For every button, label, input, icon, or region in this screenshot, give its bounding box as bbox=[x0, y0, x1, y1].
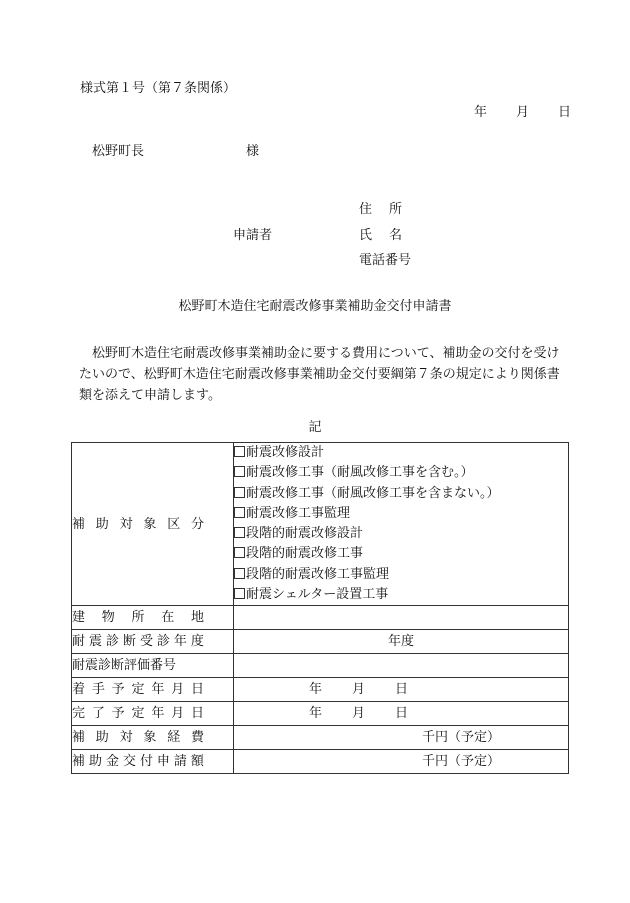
label-char: 完 bbox=[72, 706, 86, 722]
location-label bbox=[72, 606, 234, 630]
subsidy-cost-value[interactable] bbox=[234, 726, 569, 750]
year-suffix: 年度 bbox=[387, 634, 414, 650]
option-label: 段階的耐震改修設計 bbox=[246, 526, 364, 542]
label-char: 震 bbox=[88, 634, 102, 650]
category-options bbox=[234, 443, 569, 606]
option-label: 耐震改修設計 bbox=[246, 445, 325, 460]
name-label-char: 氏 bbox=[359, 228, 373, 243]
diagnosis-year-label bbox=[72, 630, 234, 654]
label-char: 費 bbox=[190, 730, 204, 746]
label-char: 補 bbox=[72, 730, 86, 746]
label-char: 月 bbox=[171, 706, 185, 722]
option-phased-work[interactable] bbox=[234, 544, 568, 564]
start-date-value[interactable] bbox=[234, 678, 569, 702]
label-char: 日 bbox=[190, 706, 204, 722]
address-label bbox=[359, 203, 402, 216]
option-seismic-supervision[interactable] bbox=[234, 504, 568, 524]
application-table bbox=[71, 442, 569, 774]
label-char: 金 bbox=[105, 754, 119, 770]
start-date-label bbox=[72, 678, 234, 702]
label-char: 度 bbox=[190, 634, 204, 650]
label-char: 月 bbox=[171, 682, 185, 698]
label-char: 手 bbox=[91, 682, 105, 698]
label-char: 象 bbox=[143, 516, 157, 532]
label-char: 日 bbox=[190, 682, 204, 698]
name-label-char: 名 bbox=[389, 228, 403, 243]
phone-label: 電話番号 bbox=[359, 253, 412, 268]
evaluation-number-value[interactable] bbox=[234, 654, 569, 678]
table-row-evaluation-number bbox=[72, 654, 569, 678]
label-char: 交 bbox=[122, 754, 136, 770]
label-char: 耐 bbox=[72, 634, 86, 650]
label-char: 助 bbox=[88, 754, 102, 770]
table-row-subsidy-cost bbox=[72, 726, 569, 750]
table-row-location bbox=[72, 606, 569, 630]
table-row-completion-date bbox=[72, 702, 569, 726]
label-char: 断 bbox=[122, 634, 136, 650]
label-char: 年 bbox=[151, 706, 165, 722]
option-label: 耐震改修工事（耐風改修工事を含まない。） bbox=[246, 485, 500, 501]
option-shelter-installation[interactable] bbox=[234, 585, 568, 605]
label-char: 申 bbox=[156, 754, 170, 770]
label-char: 付 bbox=[139, 754, 153, 770]
completion-date-label bbox=[72, 702, 234, 726]
label-char: 助 bbox=[95, 516, 109, 532]
form-number: 様式第１号（第７条関係） bbox=[80, 81, 237, 96]
checkbox-icon[interactable] bbox=[234, 527, 245, 538]
table-row-diagnosis-year bbox=[72, 630, 569, 654]
table-row-category bbox=[72, 443, 569, 606]
addressee-honorific: 様 bbox=[246, 144, 260, 159]
applicant-label: 申請者 bbox=[233, 228, 273, 243]
day-suffix: 日 bbox=[395, 682, 409, 698]
label-char: 分 bbox=[190, 516, 204, 532]
option-label: 段階的耐震改修工事監理 bbox=[246, 566, 390, 582]
checkbox-icon[interactable] bbox=[234, 588, 245, 599]
requested-amount-value[interactable] bbox=[234, 750, 569, 774]
requested-amount-label bbox=[72, 750, 234, 774]
label-char: 請 bbox=[173, 754, 187, 770]
option-label: 耐震改修工事監理 bbox=[246, 505, 351, 521]
label-char: 所 bbox=[131, 610, 145, 626]
label-char: 予 bbox=[111, 682, 125, 698]
label-char: 着 bbox=[72, 682, 86, 698]
addressee-name: 松野町長 bbox=[92, 144, 145, 159]
date-year: 年 bbox=[474, 105, 488, 120]
document-title: 松野町木造住宅耐震改修事業補助金交付申請書 bbox=[178, 299, 452, 314]
option-label: 耐震改修工事（耐風改修工事を含む。） bbox=[246, 465, 474, 481]
option-label: 段階的耐震改修工事 bbox=[246, 546, 364, 562]
label-char: 在 bbox=[161, 610, 175, 626]
name-label bbox=[359, 229, 402, 242]
completion-date-value[interactable] bbox=[234, 702, 569, 726]
label-char: 診 bbox=[156, 634, 170, 650]
checkbox-icon[interactable] bbox=[234, 507, 245, 518]
day-suffix: 日 bbox=[395, 706, 409, 722]
diagnosis-year-value[interactable] bbox=[234, 630, 569, 654]
label-char: 助 bbox=[95, 730, 109, 746]
month-suffix: 月 bbox=[352, 706, 366, 722]
year-suffix: 年 bbox=[309, 706, 323, 722]
amount-suffix: 千円（予定） bbox=[422, 754, 501, 770]
table-row-requested-amount bbox=[72, 750, 569, 774]
label-char: 予 bbox=[111, 706, 125, 722]
option-seismic-work-without-wind[interactable] bbox=[234, 484, 568, 504]
label-char: 補 bbox=[72, 516, 86, 532]
label-char: 対 bbox=[119, 516, 133, 532]
date-month: 月 bbox=[516, 105, 530, 120]
label-char: 区 bbox=[167, 516, 181, 532]
address-label-char: 住 bbox=[359, 202, 373, 217]
label-char: 補 bbox=[72, 754, 86, 770]
label-char: 診 bbox=[105, 634, 119, 650]
checkbox-icon[interactable] bbox=[234, 568, 245, 579]
label-char: 年 bbox=[151, 682, 165, 698]
label-char: 象 bbox=[143, 730, 157, 746]
option-seismic-design[interactable] bbox=[234, 443, 568, 463]
category-label bbox=[72, 443, 234, 606]
option-label: 耐震シェルター設置工事 bbox=[246, 587, 389, 603]
checkbox-icon[interactable] bbox=[234, 487, 245, 498]
location-value[interactable] bbox=[234, 606, 569, 630]
label-char: 受 bbox=[139, 634, 153, 650]
label-char: 経 bbox=[167, 730, 181, 746]
body-text: 松野町木造住宅耐震改修事業補助金に要する費用について、補助金の交付を受けたいので、松野町木造住宅耐震改修事業補助金交付要綱第７条の規定により関係書類を添えて申請します。 bbox=[79, 346, 560, 403]
checkbox-icon[interactable] bbox=[234, 446, 245, 457]
evaluation-number-label: 耐震診断評価番号 bbox=[72, 654, 234, 678]
option-phased-supervision[interactable] bbox=[234, 565, 568, 585]
date-day: 日 bbox=[558, 105, 572, 120]
address-label-char: 所 bbox=[389, 202, 403, 217]
label-char: 地 bbox=[190, 610, 204, 626]
table-row-start-date bbox=[72, 678, 569, 702]
label-char: 定 bbox=[131, 682, 145, 698]
date-line bbox=[474, 106, 571, 119]
option-phased-design[interactable] bbox=[234, 524, 568, 544]
year-suffix: 年 bbox=[309, 682, 323, 698]
label-char: 物 bbox=[101, 610, 115, 626]
label-char: 建 bbox=[72, 610, 86, 626]
ki-marker: 記 bbox=[308, 420, 322, 435]
label-char: 定 bbox=[131, 706, 145, 722]
label-char: 額 bbox=[190, 754, 204, 770]
month-suffix: 月 bbox=[352, 682, 366, 698]
label-char: 対 bbox=[119, 730, 133, 746]
checkbox-icon[interactable] bbox=[234, 547, 245, 558]
option-seismic-work-with-wind[interactable] bbox=[234, 463, 568, 483]
label-char: 了 bbox=[91, 706, 105, 722]
checkbox-icon[interactable] bbox=[234, 466, 245, 477]
amount-suffix: 千円（予定） bbox=[422, 730, 501, 746]
label-char: 年 bbox=[173, 634, 187, 650]
subsidy-cost-label bbox=[72, 726, 234, 750]
